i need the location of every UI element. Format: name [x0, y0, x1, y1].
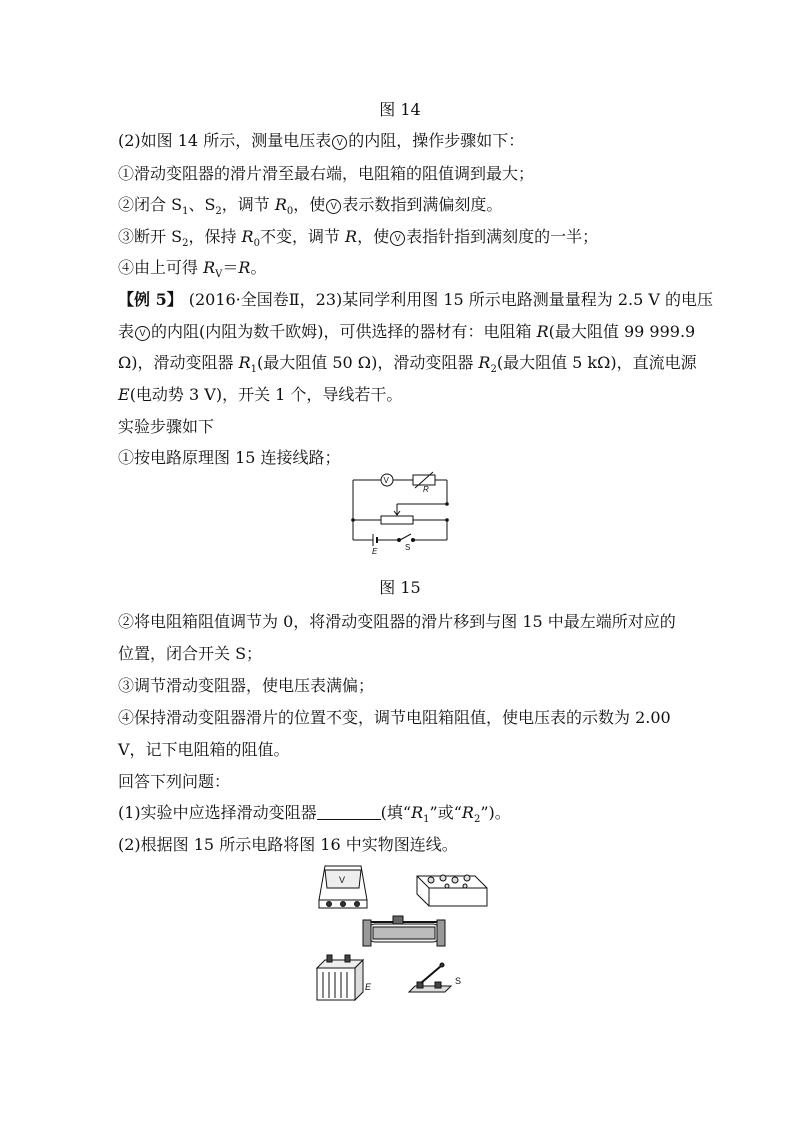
- example-5-line-3: Ω)，滑动变阻器 $R_1$(最大阻值 50 Ω)，滑动变阻器 $R_2$(最大阻值 5 kΩ)，直流电源: [118, 353, 697, 376]
- svg-text:S: S: [405, 543, 411, 552]
- experiment-step-4-line-1: ④保持滑动变阻器滑片的位置不变，调节电阻箱阻值，使电压表的示数为 2.00: [118, 708, 671, 727]
- example-label: 【例 5】: [118, 290, 183, 309]
- circuit-diagram-figure-15: [345, 470, 455, 556]
- voltmeter-symbol-icon: V: [332, 135, 347, 150]
- step-2: ②闭合 $S_1$、$S_2$，调节 $R_0$，使 V 表示数指到满偏刻度。: [118, 195, 503, 218]
- voltmeter-symbol-icon: V: [135, 326, 150, 341]
- step-3: ③断开 $S_2$，保持 $R_0$不变，调节 R，使 V 表指针指到满刻度的一半；: [118, 227, 599, 250]
- step-4: ④由上可得 $R_V=R$。: [118, 258, 267, 281]
- example-source: (2016·全国卷Ⅱ，23): [188, 290, 343, 309]
- figure-14-caption: 图 14: [379, 100, 421, 119]
- svg-text:R: R: [423, 485, 429, 494]
- voltmeter-symbol-icon: V: [326, 199, 341, 214]
- steps-heading: 实验步骤如下: [118, 417, 215, 436]
- experiment-step-1: ①按电路原理图 15 连接线路；: [118, 448, 341, 467]
- experiment-step-3: ③调节滑动变阻器，使电压表满偏；: [118, 676, 375, 695]
- answer-blank[interactable]: [317, 805, 381, 820]
- svg-text:S: S: [455, 976, 462, 986]
- voltmeter-symbol-icon: V: [390, 231, 405, 246]
- svg-text:V: V: [383, 476, 389, 485]
- switch-device-icon: [409, 963, 461, 992]
- example-5-line-4: E(电动势 3 V)，开关 1 个，导线若干。: [118, 385, 403, 404]
- battery-device-icon: [317, 955, 372, 1000]
- figure-15-caption: 图 15: [379, 578, 421, 597]
- experiment-step-4-line-2: V，记下电阻箱的阻值。: [118, 740, 290, 759]
- rheostat-device-icon: [363, 916, 445, 946]
- svg-text:E: E: [365, 982, 372, 992]
- experiment-step-2-line-2: 位置，闭合开关 S；: [118, 644, 263, 663]
- rheostat-icon: [381, 516, 413, 524]
- switch-icon: [400, 534, 411, 540]
- example-5-line-2: 表 V 的内阻(内阻为数千欧姆)，可供选择的器材有：电阻箱 R(最大阻值 99 999.9: [118, 322, 696, 341]
- svg-text:V: V: [339, 875, 346, 885]
- example-5-line-1: 【例 5】 (2016·全国卷Ⅱ，23)某同学利用图 15 所示电路测量量程为 2.5 V 的电压: [118, 290, 714, 309]
- question-1: (1)实验中应选择滑动变阻器 (填“$R_1$”或“$R_2$”)。: [118, 803, 511, 826]
- apparatus-figure-16: [305, 858, 505, 1008]
- voltmeter-device-icon: [319, 866, 367, 908]
- resistance-box-device-icon: [417, 875, 487, 906]
- question-2: (2)根据图 15 所示电路将图 16 中实物图连线。: [118, 835, 458, 854]
- part2-intro: (2)如图 14 所示，测量电压表 V 的内阻，操作步骤如下：: [118, 131, 525, 150]
- answer-heading: 回答下列问题：: [118, 772, 231, 791]
- step-1: ①滑动变阻器的滑片滑至最右端，电阻箱的阻值调到最大；: [118, 164, 535, 183]
- experiment-step-2-line-1: ②将电阻箱阻值调节为 0，将滑动变阻器的滑片移到与图 15 中最左端所对应的: [118, 612, 676, 631]
- svg-text:E: E: [372, 547, 378, 556]
